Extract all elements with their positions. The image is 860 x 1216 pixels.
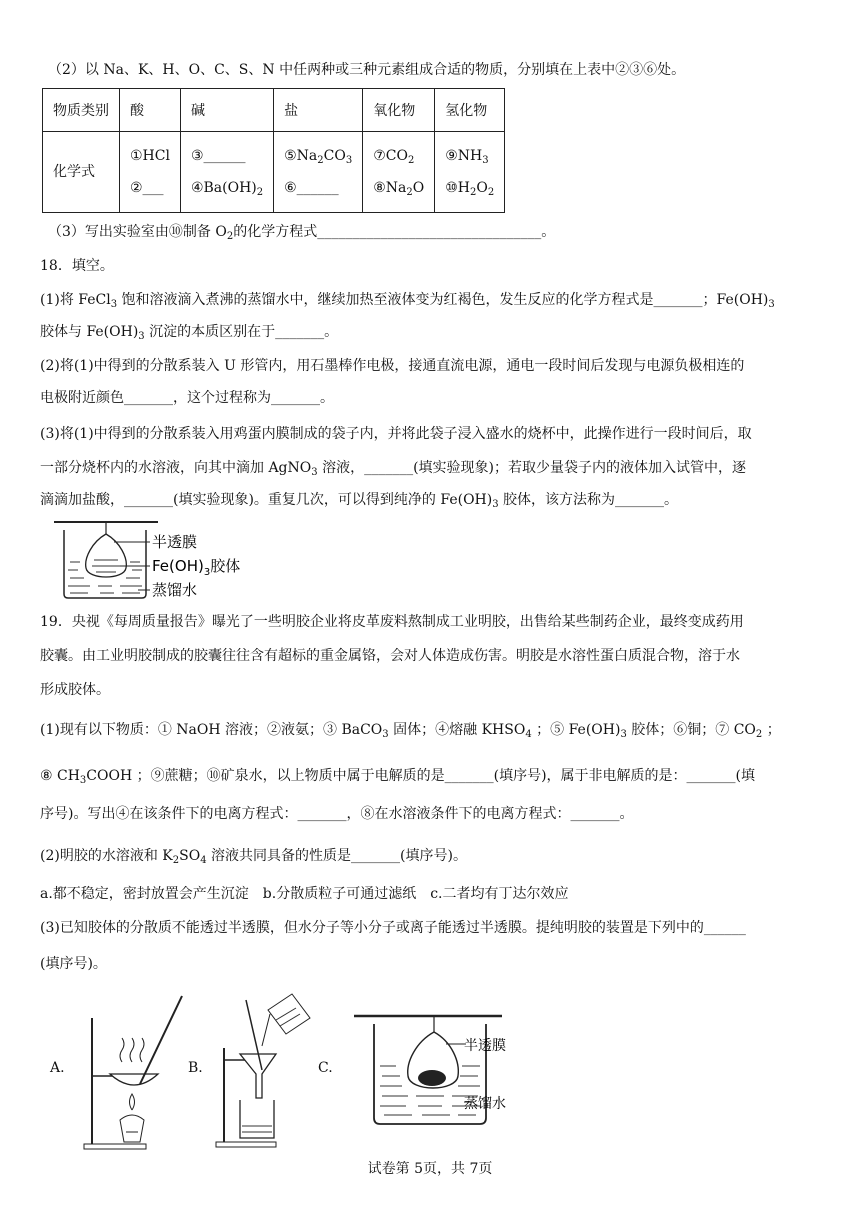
cell-hydride xyxy=(435,132,505,213)
q18-p3-line3: 滴滴加盐酸，_______(填实验现象)。重复几次，可以得到纯净的 $Fe(OH)_3$ 胶体，该方法称为_______。 xyxy=(40,492,679,510)
header-salt: 盐 xyxy=(274,89,363,132)
salt-6: ⑥______ xyxy=(284,180,339,196)
cell-base xyxy=(180,132,273,213)
funnel xyxy=(240,1054,276,1098)
q18-p1-line2: 胶体与 $Fe(OH)_3$ 沉淀的本质区别在于_______。 xyxy=(40,324,339,342)
dialysis-diagram xyxy=(50,518,270,604)
oxide-7: $⑦CO_2$ xyxy=(373,148,415,166)
row-label: 化学式 xyxy=(43,132,120,213)
header-oxide: 氧化物 xyxy=(363,89,435,132)
filtration-apparatus xyxy=(210,990,320,1152)
page-footer: 试卷第 5页，共 7页 xyxy=(367,1161,493,1177)
stand-base xyxy=(84,1144,146,1149)
q19-p1-line2: ⑧ $CH_3COOH$ ；⑨蔗糖；⑩矿泉水，以上物质中属于电解质的是_______(填序号)，属于非电解质的是：_______(填 xyxy=(40,768,756,786)
colloid-content xyxy=(418,1070,446,1086)
q17-part2-intro: （2）以 Na、K、H、O、C、S、N 中任两种或三种元素组成合适的物质，分别填在上表中②③⑥处。 xyxy=(48,62,686,78)
choice-c-label: C. xyxy=(318,1060,333,1076)
q18-p3-line1: (3)将(1)中得到的分散系装入用鸡蛋内膜制成的袋子内，并将此袋子浸入盛水的烧杯中，此操作进行一段时间后，取 xyxy=(40,426,752,442)
q19-p2: (2)明胶的水溶液和 $K_2SO_4$ 溶液共同具备的性质是_______(填序号)。 xyxy=(40,848,467,866)
steam-1 xyxy=(120,1038,124,1062)
q18-title: 18．填空。 xyxy=(40,258,114,274)
choice-b-label: B. xyxy=(188,1060,203,1076)
label-colloid: $Fe(OH)_3$胶体 xyxy=(152,557,241,578)
label-water: 蒸馏水 xyxy=(152,581,198,599)
dialysis-apparatus-c xyxy=(352,1010,522,1128)
cell-acid xyxy=(120,132,181,213)
q19-p1-line3: 序号)。写出④在该条件下的电离方程式：_______，⑧在水溶液条件下的电离方程式：_______。 xyxy=(40,806,634,822)
label-membrane: 半透膜 xyxy=(152,533,198,551)
cell-oxide xyxy=(363,132,435,213)
alcohol-lamp xyxy=(120,1115,144,1142)
membrane-bag xyxy=(86,534,127,577)
q19-intro-line1: 19．央视《每周质量报告》曝光了一些明胶企业将皮革废料熬制成工业明胶，出售给某些制药企业，最终变成药用 xyxy=(40,614,744,630)
q17-part3: （3）写出实验室由⑩制备 $O_2$的化学方程式________________________________。 xyxy=(48,224,556,242)
header-hydride: 氢化物 xyxy=(435,89,505,132)
choice-a-label: A. xyxy=(50,1060,65,1076)
q18-p1-line1: (1)将 FeCl$_3$ 饱和溶液滴入煮沸的蒸馏水中，继续加热至液体变为红褐色，发生反应的化学方程式是_______；$Fe(OH)_3$ xyxy=(40,292,775,310)
figure-c-dialysis xyxy=(352,1010,522,1128)
figure-a-evaporation xyxy=(74,992,190,1152)
steam-3 xyxy=(140,1038,144,1062)
q19-intro-line3: 形成胶体。 xyxy=(40,682,110,698)
header-base: 碱 xyxy=(180,89,273,132)
q19-options: a.都不稳定，密封放置会产生沉淀 b.分散质粒子可通过滤纸 c.二者均有丁达尔效应 xyxy=(40,886,569,902)
q19-intro-line2: 胶囊。由工业明胶制成的胶囊往往含有超标的重金属铬，会对人体造成伤害。明胶是水溶性蛋白质混合物，溶于水 xyxy=(40,648,740,664)
header-category: 物质类别 xyxy=(43,89,120,132)
salt-5: $⑤Na_2CO_3$ xyxy=(284,148,353,166)
pouring-beaker xyxy=(268,994,310,1034)
hydride-9: $⑨NH_3$ xyxy=(445,148,489,166)
header-acid: 酸 xyxy=(120,89,181,132)
evaporation-apparatus xyxy=(74,992,190,1152)
steam-2 xyxy=(130,1038,134,1062)
q18-p2-line1: (2)将(1)中得到的分散系装入 U 形管内，用石墨棒作电极，接通直流电源，通电一段时间后发现与电源负极相连的 xyxy=(40,358,745,374)
filtrate-lines xyxy=(242,1126,272,1132)
substance-table xyxy=(42,88,505,213)
q19-p3-line1: (3)已知胶体的分散质不能透过半透膜，但水分子等小分子或离子能透过半透膜。提纯明胶的装置是下列中的______ xyxy=(40,920,746,936)
cell-salt xyxy=(274,132,363,213)
base-3: ③______ xyxy=(190,148,246,164)
q19-p3-line2: (填序号)。 xyxy=(40,956,107,972)
pour-stream xyxy=(262,1014,270,1046)
stirring-rod xyxy=(140,996,182,1084)
dialysis-figure xyxy=(50,518,270,604)
oxide-8: $⑧Na_2O$ xyxy=(373,180,425,198)
q19-p1-line1: (1)现有以下物质：① NaOH 溶液；②液氨；③ BaCO$_3$ 固体；④熔融 $KHSO_4$ ；⑤ $Fe(OH)_3$ 胶体；⑥铜；⑦ $CO_2$ ； xyxy=(40,722,781,740)
flame xyxy=(130,1094,135,1110)
q18-p3-line2: 一部分烧杯内的水溶液，向其中滴加 AgNO$_3$ 溶液，_______(填实验现象)；若取少量袋子内的液体加入试管中，逐 xyxy=(40,460,746,478)
label-membrane: 半透膜 xyxy=(464,1038,506,1054)
figure-b-filtration xyxy=(210,990,320,1152)
evaporating-dish xyxy=(110,1074,158,1085)
acid-2: ②___ xyxy=(130,180,164,196)
base-4: $④Ba(OH)_2$ xyxy=(190,180,264,198)
acid-1: ①HCl xyxy=(130,148,170,164)
q18-p2-line2: 电极附近颜色_______，这个过程称为_______。 xyxy=(40,390,334,406)
hydride-10: $⑩H_2O_2$ xyxy=(445,180,495,198)
stand-base xyxy=(216,1142,276,1147)
label-water: 蒸馏水 xyxy=(464,1096,506,1112)
